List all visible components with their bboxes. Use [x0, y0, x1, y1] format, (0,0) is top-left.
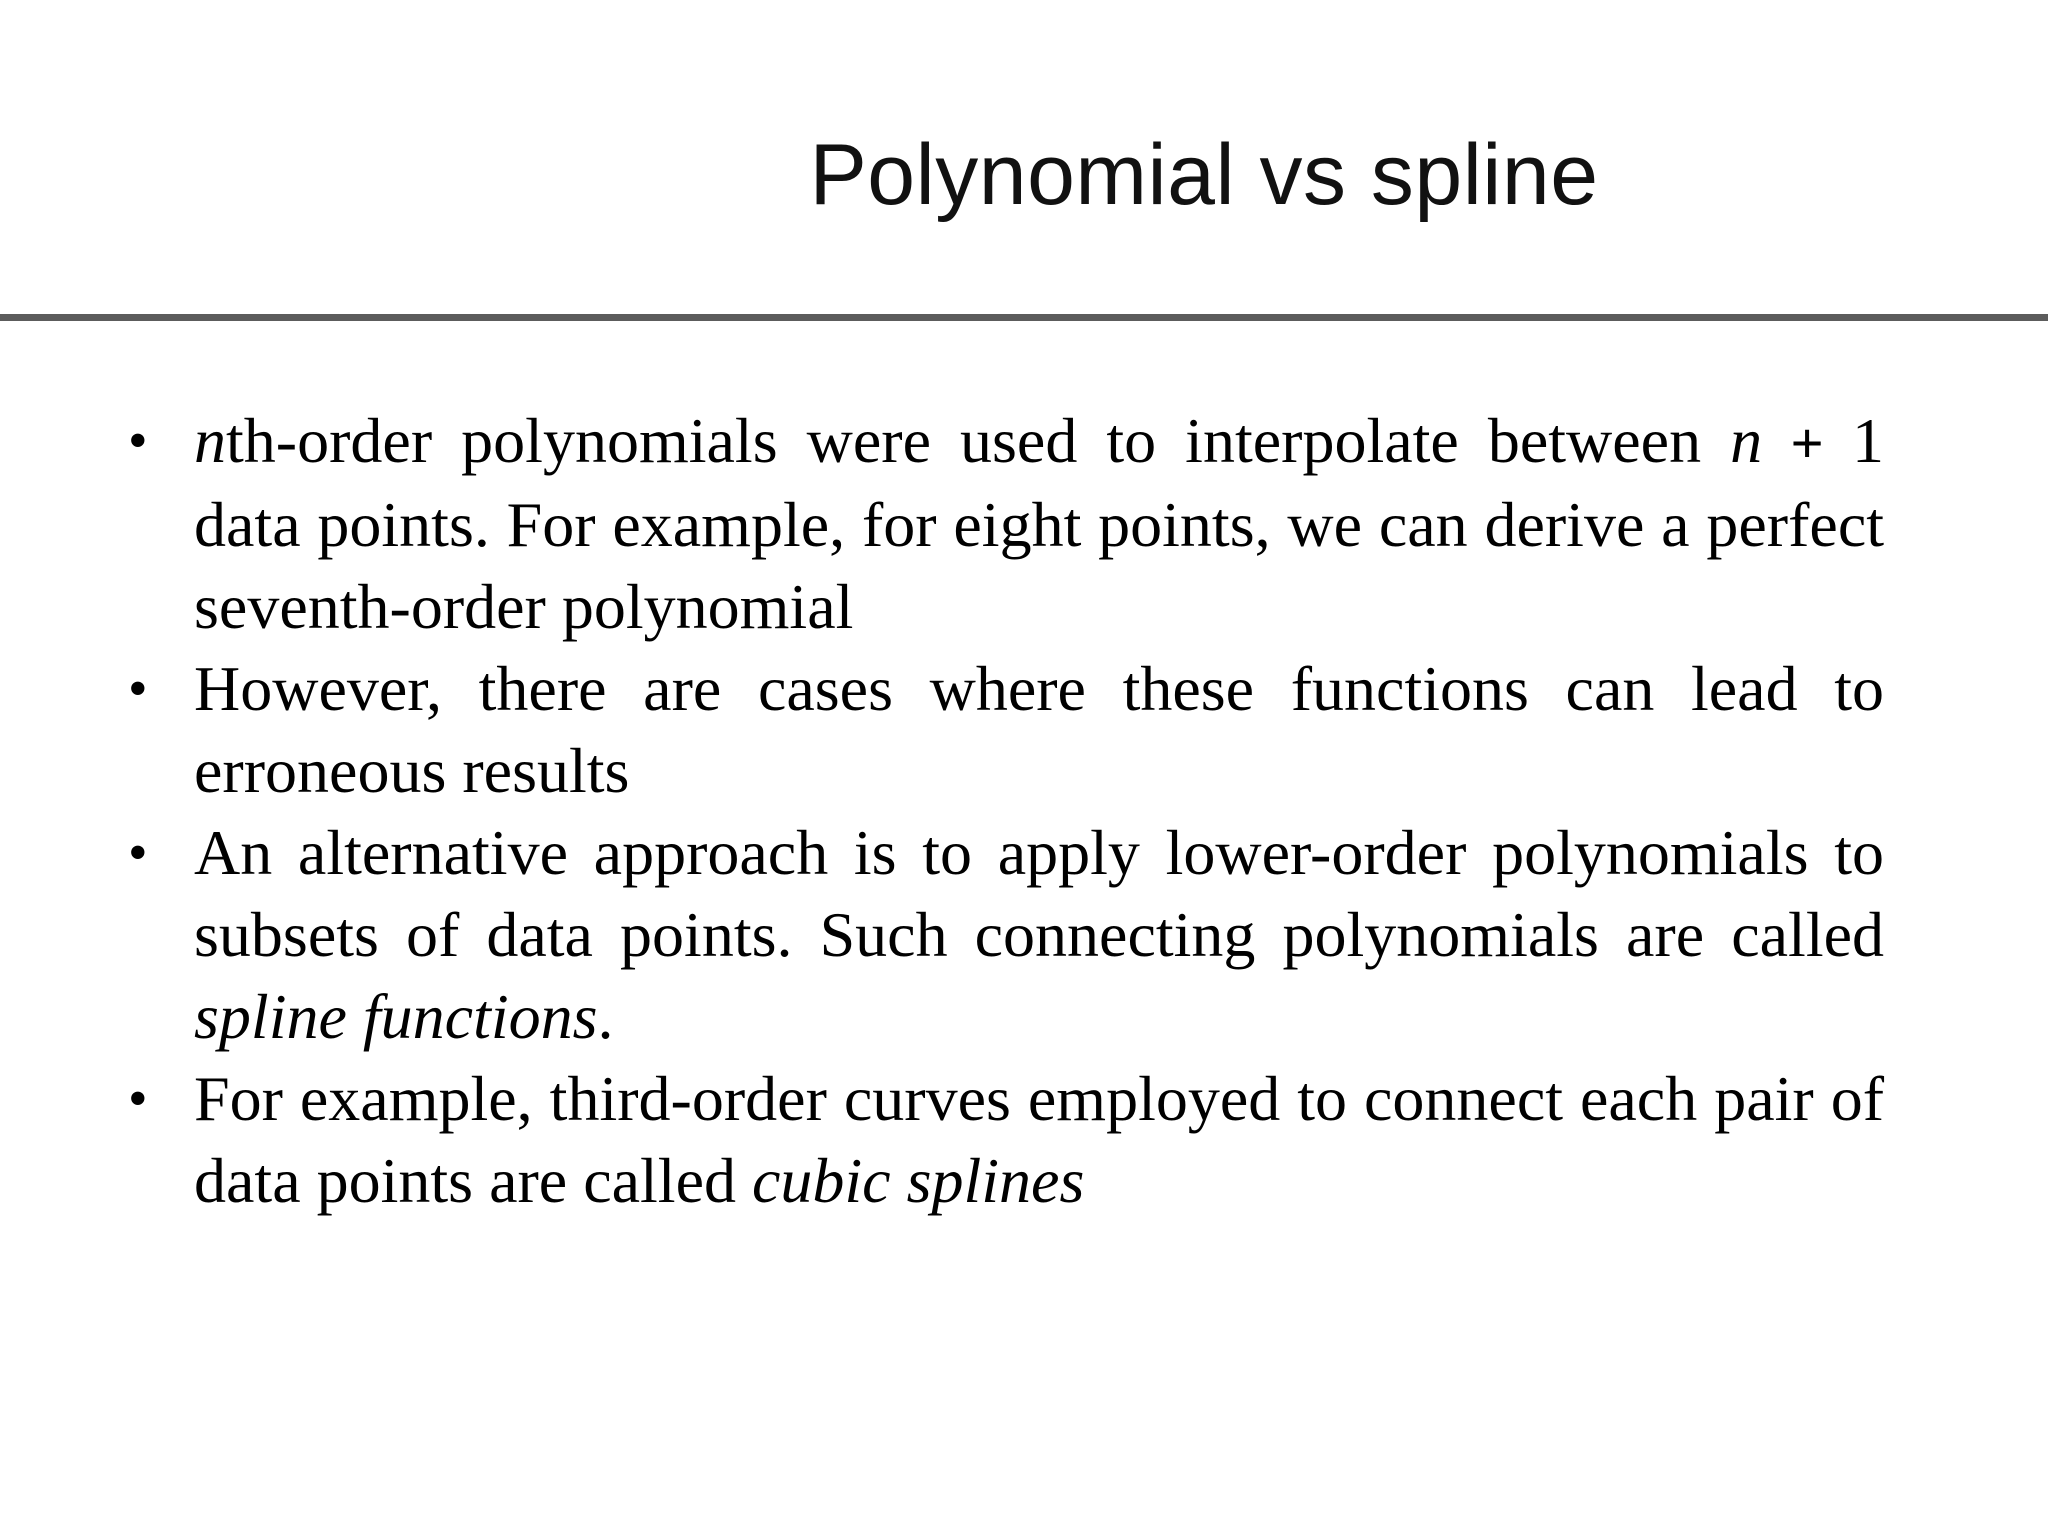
bullet-item — [128, 400, 1884, 648]
bullet-item — [128, 812, 1884, 1058]
bullet-text-part: 1 data points. For example, for eight points, we can derive a perfect seventh-order polynomial — [194, 405, 1884, 642]
plus-sign: + — [1762, 411, 1852, 474]
bullet-dot-icon: • — [128, 410, 148, 472]
bullet-text: However, there are cases where these functions can lead to erroneous results — [194, 653, 1884, 806]
variable-n: n — [1730, 405, 1763, 476]
bullet-dot-icon: • — [128, 658, 148, 720]
bullet-text-part: An alternative approach is to apply lower-order polynomials to subsets of data points. Such connecting polynomials are called — [194, 817, 1884, 970]
title-divider — [0, 314, 2048, 321]
bullet-text — [194, 1063, 1884, 1216]
bullet-item — [128, 648, 1884, 812]
bullet-dot-icon: • — [128, 822, 148, 884]
emphasized-term: spline functions — [194, 981, 598, 1052]
bullet-text-part: For example, third-order curves employed to connect each pair of data points are called — [194, 1063, 1884, 1216]
bullet-item — [128, 1058, 1884, 1222]
bullet-text — [194, 405, 1884, 642]
bullet-text — [194, 817, 1884, 1052]
variable-n: n — [194, 405, 226, 476]
slide-title: Polynomial vs spline — [809, 127, 1599, 223]
bullet-text-part: th-order polynomials were used to interpolate between — [226, 405, 1731, 476]
bullet-text-part: . — [597, 981, 614, 1052]
bullet-list — [128, 400, 1884, 1222]
emphasized-term: cubic splines — [751, 1145, 1085, 1216]
bullet-dot-icon: • — [128, 1068, 148, 1130]
